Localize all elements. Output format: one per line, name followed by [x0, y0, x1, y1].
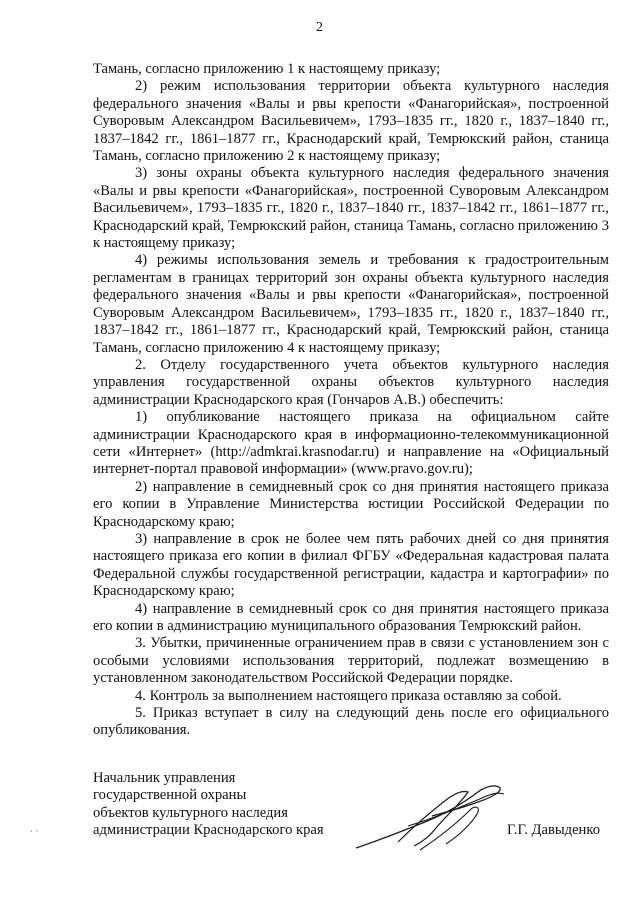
- paragraph-subitem-4-municipality: 4) направление в семидневный срок со дня принятия настоящего приказа его копии в администрацию муниципального образования Темрюкский район.: [93, 600, 609, 634]
- paragraph-clause-2: 2. Отделу государственного учета объектов культурного наследия управления государственной охраны объектов культурного наследия администрации Краснодарского края (Гончаров А.В.) обеспечить:: [93, 356, 609, 408]
- paragraph-clause-4-control: 4. Контроль за выполнением настоящего приказа оставляю за собой.: [135, 687, 562, 704]
- paragraph-clause-3-losses: 3. Убытки, причиненные ограничением прав в связи с установлением зон с особыми условиями использования территорий, подлежат возмещению в установленном законодательством Российской Федерации порядке.: [93, 635, 609, 687]
- handwritten-signature: [350, 780, 510, 855]
- signatory-title: [93, 770, 324, 840]
- signatory-title-line: государственной охраны: [93, 787, 247, 804]
- paragraph-item-3-zones: 3) зоны охраны объекта культурного наследия федерального значения «Валы и рвы крепости «Фанагорийская», построенной Суворовым Александром Васильевичем», 1793–1835 гг., 1820 г., 1837–1840 гг., 1837–1842 гг., 1861–1877 гг., Краснодарский край, Темрюкский район, станица Тамань, согласно приложению 3 к настоящему приказу;: [93, 165, 609, 252]
- signatory-title-line: объектов культурного наследия: [93, 804, 288, 821]
- paragraph-subitem-2-justice: 2) направление в семидневный срок со дня принятия настоящего приказа его копии в Управление Министерства юстиции Российской Федерации по Краснодарскому краю;: [93, 478, 609, 530]
- signer-name: Г.Г. Давыденко: [507, 822, 601, 838]
- paragraph-continuation: Тамань, согласно приложению 1 к настоящему приказу;: [93, 61, 441, 77]
- scan-speck-mark: · ·: [30, 826, 39, 836]
- paragraph-subitem-3-cadastre: 3) направление в срок не более чем пять рабочих дней со дня принятия настоящего приказа его копии в филиал ФГБУ «Федеральная кадастровая палата Федеральной службы государственной регистрации, кадастра и картографии» по Краснодарскому краю;: [93, 530, 609, 600]
- signatory-title-line: Начальник управления: [93, 770, 236, 786]
- page-number: 2: [316, 20, 323, 35]
- paragraph-item-2-regime: 2) режим использования территории объекта культурного наследия федерального значения «Валы и рвы крепости «Фанагорийская», построенной Суворовым Александром Васильевичем», 1793–1835 гг., 1820 г., 1837–1840 гг., 1837–1842 гг., 1861–1877 гг., Краснодарский край, Темрюкский район, станица Тамань, согласно приложению 2 к настоящему приказу;: [93, 78, 609, 165]
- order-body: [93, 61, 609, 740]
- paragraph-subitem-1-publication: 1) опубликование настоящего приказа на официальном сайте администрации Краснодарского края в информационно-телекоммуникационной сети «Интернет» (http://admkrai.krasnodar.ru) и направление на «Официальный интернет-портал правовой информации» (www.pravo.gov.ru);: [93, 409, 609, 478]
- paragraph-clause-5-effect: 5. Приказ вступает в силу на следующий день после его официального опубликования.: [93, 705, 609, 739]
- paragraph-item-4-land-regimes: 4) режимы использования земель и требования к градостроительным регламентам в границах территорий зон охраны объекта культурного наследия федерального значения «Валы и рвы крепости «Фанагорийская», построенной Суворовым Александром Васильевичем», 1793–1835 гг., 1820 г., 1837–1840 гг., 1837–1842 гг., 1861–1877 гг., Краснодарский край, Темрюкский район, станица Тамань, согласно приложению 4 к настоящему приказу;: [93, 252, 609, 356]
- signatory-title-line: администрации Краснодарского края: [93, 822, 324, 839]
